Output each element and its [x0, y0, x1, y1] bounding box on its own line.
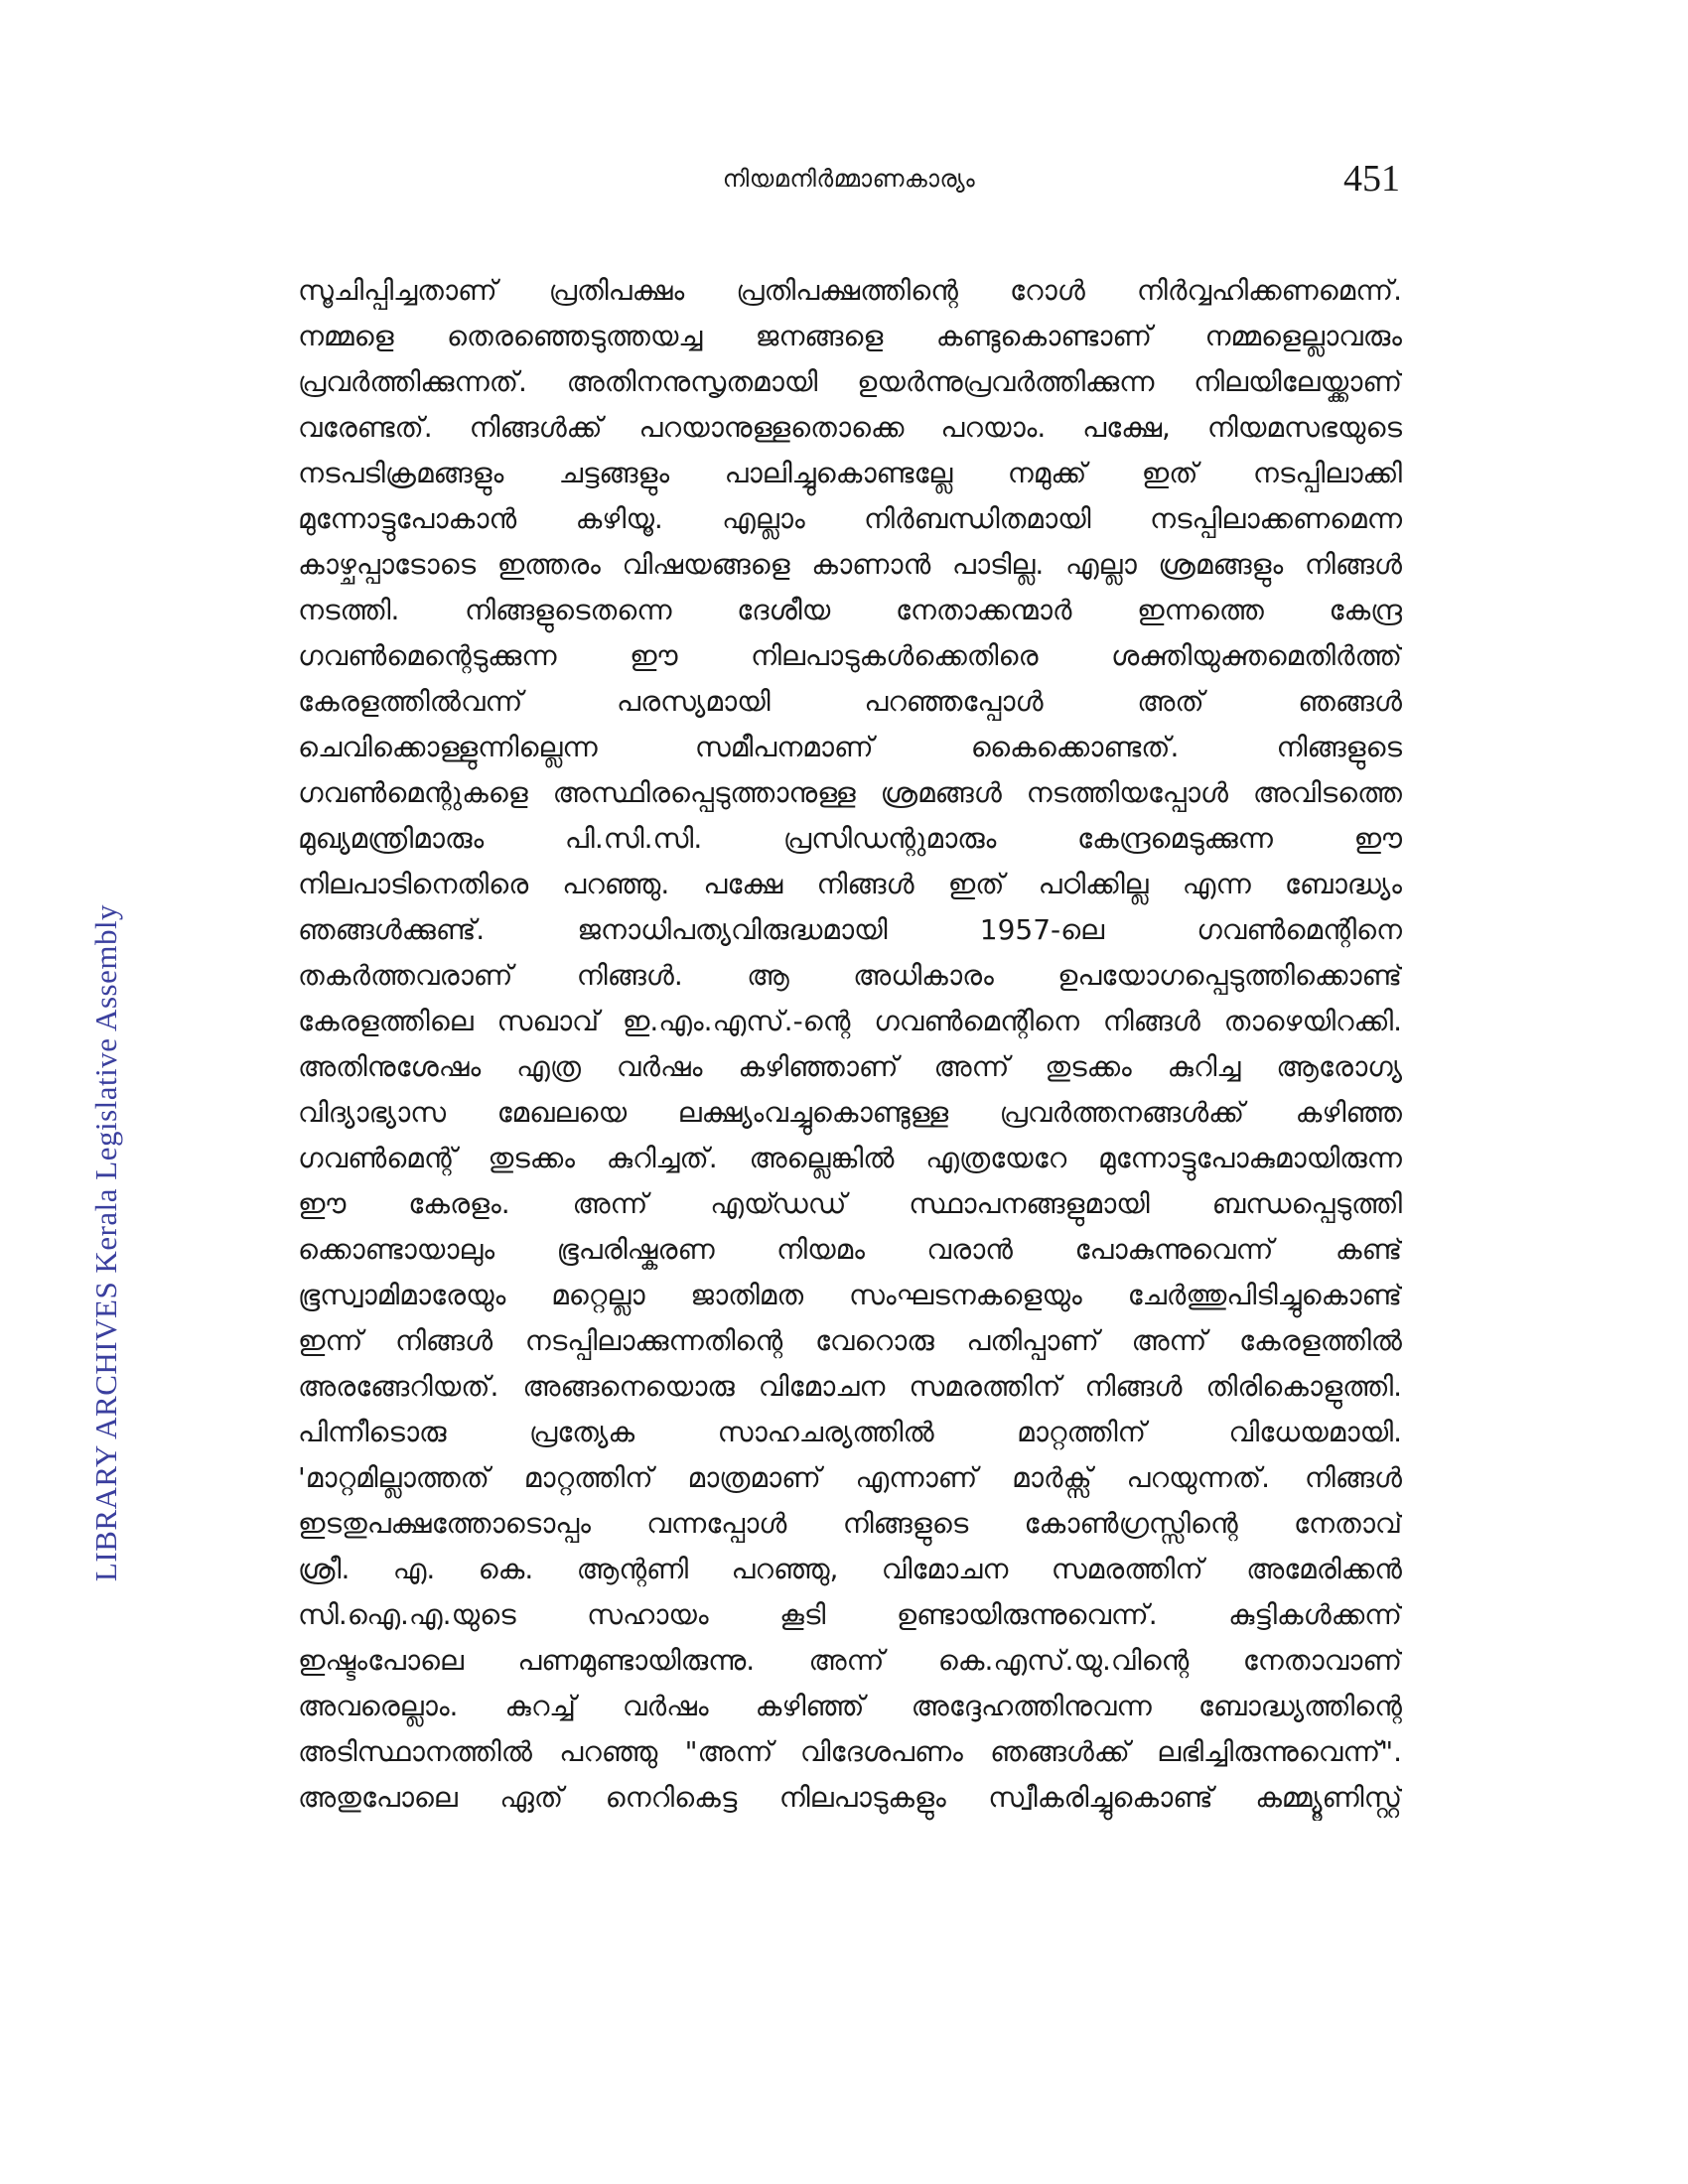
text-line: നടത്തി. നിങ്ങളുടെതന്നെ ദേശീയ നേതാക്കന്മാർ ഇന്നത്തെ കേന്ദ്ര [298, 594, 1402, 626]
text-line: ക്കൊണ്ടായാലും ഭൂപരിഷ്കരണ നിയമം വരാൻ പോകുന്നുവെന്ന് കണ്ട് [298, 1233, 1402, 1266]
archive-watermark: LIBRARY ARCHIVES Kerala Legislative Assembly [88, 903, 123, 1582]
text-line: ഭൂസ്വാമിമാരേയും മറ്റെല്ലാ ജാതിമത സംഘടനകളെയും ചേർത്തുപിടിച്ചുകൊണ്ട് [298, 1279, 1402, 1311]
text-line: സി.ഐ.എ.യുടെ സഹായം കൂടി ഉണ്ടായിരുന്നുവെന്ന്. കുട്ടികൾക്കന്ന് [298, 1598, 1402, 1631]
text-line: 'മാറ്റമില്ലാത്തത് മാറ്റത്തിന് മാത്രമാണ് എന്നാണ് മാർക്സ് പറയുന്നത്. നിങ്ങൾ [298, 1461, 1402, 1494]
header-title: നിയമനിർമ്മാണകാര്യം [722, 165, 976, 193]
text-line: പ്രവർത്തിക്കുന്നത്. അതിനനുസൃതമായി ഉയർന്നുപ്രവർത്തിക്കുന്ന നിലയിലേയ്ക്കാണ് [298, 365, 1402, 398]
page-number: 451 [1343, 158, 1400, 200]
text-line: മുഖ്യമന്ത്രിമാരും പി.സി.സി. പ്രസിഡന്റുമാരും കേന്ദ്രമെടുക്കുന്ന ഈ [298, 822, 1402, 855]
text-line: വരേണ്ടത്. നിങ്ങൾക്ക് പറയാനുള്ളതൊക്കെ പറയാം. പക്ഷേ, നിയമസഭയുടെ [298, 411, 1402, 444]
text-line: ശ്രീ. എ. കെ. ആന്റണി പറഞ്ഞു, വിമോചന സമരത്തിന് അമേരിക്കൻ [298, 1553, 1402, 1585]
text-line: പിന്നീടൊരു പ്രത്യേക സാഹചര്യത്തിൽ മാറ്റത്തിന് വിധേയമായി. [298, 1416, 1402, 1448]
text-line: നമ്മളെ തെരഞ്ഞെടുത്തയച്ച ജനങ്ങളെ കണ്ടുകൊണ്ടാണ് നമ്മളെല്ലാവരും [298, 320, 1402, 352]
text-line: നിലപാടിനെതിരെ പറഞ്ഞു. പക്ഷേ നിങ്ങൾ ഇത് പഠിക്കില്ല എന്ന ബോദ്ധ്യം [298, 868, 1402, 900]
text-line: ഞങ്ങൾക്കുണ്ട്. ജനാധിപത്യവിരുദ്ധമായി 1957-ലെ ഗവൺമെന്റിനെ [298, 913, 1402, 946]
text-line: വിദ്യാഭ്യാസ മേഖലയെ ലക്ഷ്യംവച്ചുകൊണ്ടുള്ള പ്രവർത്തനങ്ങൾക്ക് കഴിഞ്ഞ [298, 1096, 1402, 1129]
text-line: ഗവൺമെന്റുകളെ അസ്ഥിരപ്പെടുത്താനുള്ള ശ്രമങ്ങൾ നടത്തിയപ്പോൾ അവിടത്തെ [298, 776, 1402, 809]
text-line: കാഴ്ചപ്പാടോടെ ഇത്തരം വിഷയങ്ങളെ കാണാൻ പാടില്ല. എല്ലാ ശ്രമങ്ങളും നിങ്ങൾ [298, 548, 1402, 581]
text-line: ഇടതുപക്ഷത്തോടൊപ്പം വന്നപ്പോൾ നിങ്ങളുടെ കോൺഗ്രസ്സിന്റെ നേതാവ് [298, 1507, 1402, 1540]
text-line: ഇന്ന് നിങ്ങൾ നടപ്പിലാക്കുന്നതിന്റെ വേറൊരു പതിപ്പാണ് അന്ന് കേരളത്തിൽ [298, 1324, 1402, 1357]
text-line: തകർത്തവരാണ് നിങ്ങൾ. ആ അധികാരം ഉപയോഗപ്പെടുത്തിക്കൊണ്ട് [298, 959, 1402, 992]
running-header [298, 157, 1400, 206]
text-line: ഈ കേരളം. അന്ന് എയ്ഡഡ് സ്ഥാപനങ്ങളുമായി ബന്ധപ്പെടുത്തി [298, 1187, 1402, 1220]
body-text [298, 268, 1402, 1821]
text-line: അതിനുശേഷം എത്ര വർഷം കഴിഞ്ഞാണ് അന്ന് തുടക്കം കുറിച്ച ആരോഗ്യ [298, 1050, 1402, 1083]
text-line: സൂചിപ്പിച്ചതാണ് പ്രതിപക്ഷം പ്രതിപക്ഷത്തിന്റെ റോൾ നിർവ്വഹിക്കണമെന്ന്. [298, 274, 1402, 307]
text-line: ഇഷ്ടംപോലെ പണമുണ്ടായിരുന്നു. അന്ന് കെ.എസ്.യു.വിന്റെ നേതാവാണ് [298, 1644, 1402, 1677]
text-line: കേരളത്തിൽവന്ന് പരസ്യമായി പറഞ്ഞപ്പോൾ അത് ഞങ്ങൾ [298, 685, 1402, 718]
text-line: അരങ്ങേറിയത്. അങ്ങനെയൊരു വിമോചന സമരത്തിന് നിങ്ങൾ തിരികൊളുത്തി. [298, 1370, 1402, 1403]
text-line: അവരെല്ലാം. കുറച്ച് വർഷം കഴിഞ്ഞ് അദ്ദേഹത്തിനുവന്ന ബോദ്ധ്യത്തിന്റെ [298, 1690, 1402, 1722]
text-line: നടപടിക്രമങ്ങളും ചട്ടങ്ങളും പാലിച്ചുകൊണ്ടല്ലേ നമുക്ക് ഇത് നടപ്പിലാക്കി [298, 457, 1402, 489]
text-line: ഗവൺമെന്റെടുക്കുന്ന ഈ നിലപാടുകൾക്കെതിരെ ശക്തിയുക്തമെതിർത്ത് [298, 639, 1402, 672]
text-line: കേരളത്തിലെ സഖാവ് ഇ.എം.എസ്.-ന്റെ ഗവൺമെന്റിനെ നിങ്ങൾ താഴെയിറക്കി. [298, 1005, 1402, 1037]
text-line: ഗവൺമെന്റ് തുടക്കം കുറിച്ചത്. അല്ലെങ്കിൽ എത്രയേറേ മുന്നോട്ടുപോകുമായിരുന്ന [298, 1142, 1402, 1174]
text-line: അടിസ്ഥാനത്തിൽ പറഞ്ഞു "അന്ന് വിദേശപണം ഞങ്ങൾക്ക് ലഭിച്ചിരുന്നുവെന്ന്". [298, 1735, 1402, 1768]
text-line: അതുപോലെ ഏത് നെറികെട്ട നിലപാടുകളും സ്വീകരിച്ചുകൊണ്ട് കമ്മ്യൂണിസ്റ്റ് [298, 1781, 1402, 1814]
text-line: മുന്നോട്ടുപോകാൻ കഴിയൂ. എല്ലാം നിർബന്ധിതമായി നടപ്പിലാക്കണമെന്ന [298, 502, 1402, 535]
text-line: ചെവിക്കൊള്ളുന്നില്ലെന്ന സമീപനമാണ് കൈക്കൊണ്ടത്. നിങ്ങളുടെ [298, 731, 1402, 763]
